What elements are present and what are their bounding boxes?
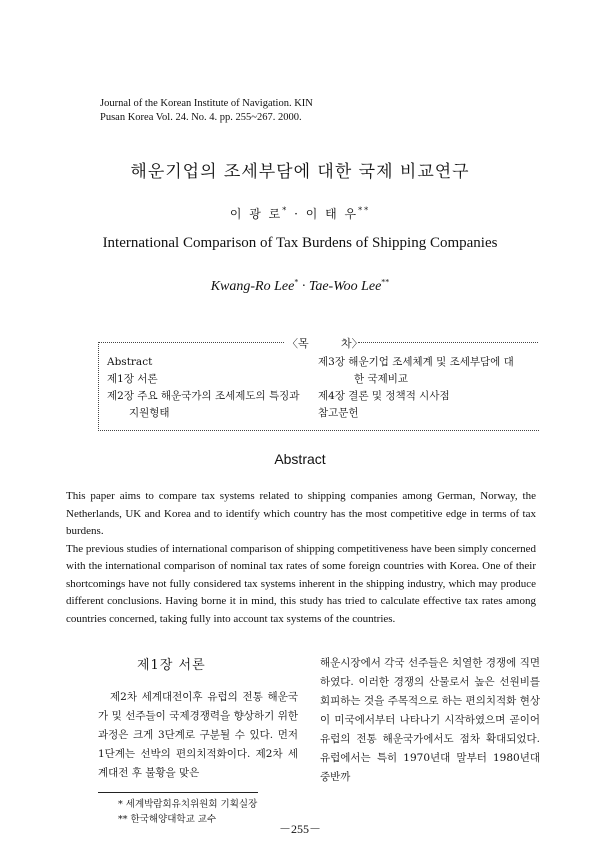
author-1-english-mark: * — [294, 277, 299, 287]
body-left-column — [98, 688, 298, 783]
footnote-rule — [98, 792, 258, 793]
footnote-1: * 세계박람회유치위원회 기획실장 — [118, 799, 258, 810]
toc-item: 한 국제비교 — [354, 373, 409, 385]
author-2-english: Tae-Woo Lee — [308, 279, 382, 294]
body-paragraph: 제2차 세계대전이후 유럽의 전통 해운국가 및 선주들이 국제경쟁력을 향상하기 위한 과정은 크게 3단계로 구분될 수 있다. 먼저 1단계는 선박의 편의치적화이다. 제2차 세계대전 후 불황을 맞은 — [98, 691, 298, 779]
author-english-separator: · — [298, 279, 309, 294]
journal-line-2: Pusan Korea Vol. 24. No. 4. pp. 255~267. 2000. — [100, 112, 302, 123]
toc-heading-right: 차〉 — [341, 337, 363, 350]
toc-item: 제2장 주요 해운국가의 조세제도의 특징과 — [107, 390, 300, 402]
footnote-2: ** 한국해양대학교 교수 — [118, 814, 217, 825]
toc-right-column — [318, 354, 514, 422]
toc-item: 제3장 해운기업 조세체계 및 조세부담에 대 — [318, 356, 514, 368]
author-2-english-mark: ** — [381, 277, 390, 287]
author-separator: · — [288, 207, 306, 221]
english-title: International Comparison of Tax Burdens of Shipping Companies — [102, 235, 498, 251]
korean-authors — [0, 205, 600, 222]
body-right-column — [320, 654, 540, 787]
author-2-korean: 이 태 우 — [305, 207, 359, 221]
korean-title: 해운기업의 조세부담에 대한 국제 비교연구 — [130, 162, 470, 182]
abstract-heading: Abstract — [274, 451, 326, 467]
author-1-mark: * — [282, 206, 289, 215]
english-authors — [0, 279, 600, 295]
abstract-body — [66, 488, 536, 628]
toc-item: 참고문헌 — [318, 407, 359, 419]
page-number: －255－ — [278, 822, 321, 836]
journal-line-1: Journal of the Korean Institute of Navigation. KIN — [100, 98, 313, 109]
author-1-english: Kwang-Ro Lee — [210, 279, 295, 294]
body-paragraph: 해운시장에서 각국 선주들은 치열한 경쟁에 직면하였다. 이러한 경쟁의 산물로서 높은 선원비를 회피하는 것을 주목적으로 하는 편의치적화 현상이 미국에서부터 나타나기 시작하였으며 곧이어 유럽의 전통 해운국가에서도 점차 확대되었다. 유럽에서는 특히 1970년대 말부터 1980년대 중반까 — [320, 657, 540, 783]
author-1-korean: 이 광 로 — [229, 207, 283, 221]
toc-item: 제4장 결론 및 정책적 시사점 — [318, 390, 450, 402]
toc-heading-left: 〈목 — [287, 337, 309, 350]
abstract-paragraph: This paper aims to compare tax systems related to shipping companies among German, Norway, the Netherlands, UK and Korea and to identify which country has the most competitive edge in terms of tax burdens. — [66, 490, 536, 537]
toc-left-column — [107, 354, 299, 422]
chapter-1-heading: 제1장 서론 — [137, 658, 206, 673]
toc-item: 지원형태 — [129, 407, 170, 419]
toc-item: Abstract — [107, 356, 153, 368]
author-2-mark: ** — [358, 206, 371, 215]
toc-item: 제1장 서론 — [107, 373, 158, 385]
abstract-paragraph: The previous studies of international comparison of shipping competitiveness have been simply concerned with the international comparison of nominal tax rates of some foreign countries with Korea. One of their shortcomings have not fully considered tax systems inherent in the shipping industry, which may produce different conclusions. Having borne it in mind, this study has tried to calculate effective tax rates among countries concerned, taking fully into account tax systems of the countries. — [66, 542, 536, 625]
journal-citation — [100, 97, 313, 125]
